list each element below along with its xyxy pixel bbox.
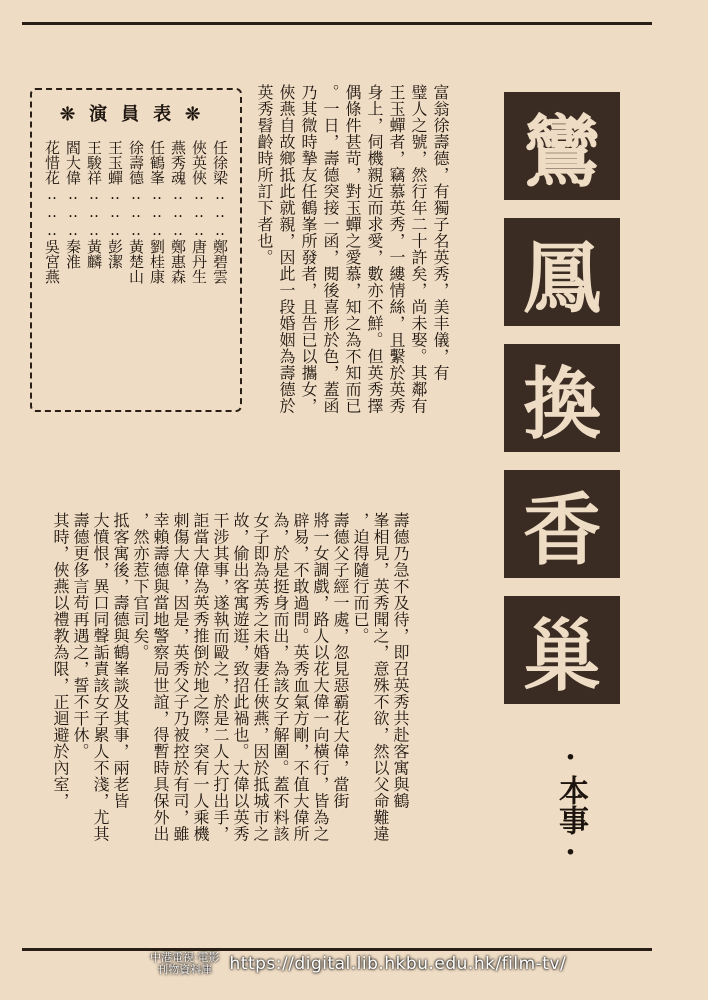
cast-actor: 鄭惠森 xyxy=(169,239,187,284)
cast-actor: 黃楚山 xyxy=(127,239,145,284)
text-column: 詎當大偉為英秀推倒於地之際，突有一人乘機 xyxy=(191,512,210,842)
cast-row: 徐壽德‥‥‥黃楚山 xyxy=(127,140,145,284)
cast-row: 任徐梁‥‥‥鄭碧雲 xyxy=(211,140,229,284)
text-column: 富翁徐壽德，有獨子名英秀，美丰儀，有 xyxy=(431,84,450,381)
title-char-block xyxy=(504,92,620,200)
text-column: 偶條件甚苛，對玉蟬之愛慕，知之為不知而已 xyxy=(343,84,362,414)
cast-actor: 彭潔 xyxy=(106,239,124,269)
text-column: 女子即為英秀之未婚妻任俠燕，因於抵城市之 xyxy=(251,512,270,842)
cast-row: 閻大偉‥‥‥秦淮 xyxy=(64,140,82,269)
title-char-block xyxy=(504,344,620,452)
text-column: 抵客寓後，壽德與鶴峯談及其事，兩老皆 xyxy=(111,512,130,809)
cast-row: 王駿祥‥‥‥黃麟 xyxy=(85,140,103,269)
title-char-block xyxy=(504,596,620,704)
cast-actor: 黃麟 xyxy=(85,239,103,269)
cast-role: 閻大偉 xyxy=(64,140,82,185)
title-char: 鸞 xyxy=(522,107,601,198)
subtitle: ·本事· xyxy=(553,740,588,870)
cast-row: 任鶴峯‥‥‥劉桂康 xyxy=(148,140,166,284)
text-column: 其時，俠燕以禮教為限，正迴避於內室， xyxy=(51,512,70,809)
cast-row: 王玉蟬‥‥‥彭潔 xyxy=(106,140,124,269)
cast-role: 王玉蟬 xyxy=(106,140,124,185)
text-column: 大憤恨，異口同聲詬責該女子累人不淺，尤其 xyxy=(91,512,110,842)
cast-list xyxy=(44,140,227,284)
cast-row: 俠英俠‥‥‥唐丹生 xyxy=(190,140,208,284)
title-char-block xyxy=(504,218,620,326)
top-rule xyxy=(22,22,652,25)
cast-role: 燕秀魂 xyxy=(169,140,187,185)
cast-row: 燕秀魂‥‥‥鄭惠森 xyxy=(169,140,187,284)
text-column: 故，偷出客寓遊逛，致招此禍也。大偉以英秀 xyxy=(231,512,250,842)
text-column: 壽德父子經一處，忽見惡霸花大偉，當街 xyxy=(331,512,350,809)
text-column: ，然亦惹下官司矣。 xyxy=(131,512,150,661)
text-column: 刺傷大偉，因是，英秀父子乃被控於有司，雖 xyxy=(171,512,190,842)
watermark-url[interactable]: https://digital.lib.hkbu.edu.hk/film-tv/ xyxy=(229,954,567,975)
title-char: 香 xyxy=(522,485,601,576)
text-column: 峯相見，英秀聞之，意殊不欲，然以父命難違 xyxy=(371,512,390,842)
cast-role: 俠英俠 xyxy=(190,140,208,185)
text-column: 。一日，壽德突接一函，閱後喜形於色，蓋函 xyxy=(321,84,340,414)
text-column: 俠燕自故鄉抵此就親，因此一段婚姻為壽德於 xyxy=(277,84,296,414)
cast-row: 花惜花‥‥‥吳宮燕 xyxy=(43,140,61,284)
text-column: 為，於是挺身而出，為該女子解圍。蓋不料該 xyxy=(271,512,290,842)
watermark-org-line2: 刊物資料庫 xyxy=(157,963,213,977)
bottom-rule xyxy=(22,948,652,951)
title-char: 換 xyxy=(522,359,601,450)
text-column: 璧人之號，然行年二十許矣，尚未娶。其鄰有 xyxy=(409,84,428,414)
cast-actor: 秦淮 xyxy=(64,239,82,269)
cast-actor: 劉桂康 xyxy=(148,239,166,284)
title-char: 巢 xyxy=(522,611,601,702)
text-column: 壽德更侈言苟再遇之，誓不干休。 xyxy=(71,512,90,760)
cast-role: 王駿祥 xyxy=(85,140,103,185)
watermark-org-line1: 中港電視·電影 xyxy=(150,951,220,964)
watermark xyxy=(150,952,566,976)
synopsis-lower xyxy=(52,512,408,942)
text-column: 將一女調戲，路人以花大偉一向橫行，皆為之 xyxy=(311,512,330,842)
cast-heading: ❊演員表❊ xyxy=(60,104,215,125)
cast-role: 花惜花 xyxy=(43,140,61,185)
text-column: 干涉其事，遂執而毆之，於是二人大打出手， xyxy=(211,512,230,842)
text-column: 英秀髫齡時所訂下者也。 xyxy=(255,84,274,266)
cast-role: 任鶴峯 xyxy=(148,140,166,185)
title-char: 鳳 xyxy=(522,233,601,324)
text-column: 身上，伺機親近而求愛，數亦不鮮。但英秀擇 xyxy=(365,84,384,414)
cast-role: 任徐梁 xyxy=(211,140,229,185)
text-column: 幸賴壽德與當地警察局世誼，得暫時具保外出 xyxy=(151,512,170,842)
text-column: 壽德乃急不及待，即召英秀共赴客寓與鶴 xyxy=(391,512,410,809)
cast-actor: 鄭碧雲 xyxy=(211,239,229,284)
text-column: 辟易，不敢過問。英秀血氣方剛，不值大偉所 xyxy=(291,512,310,842)
cast-actor: 吳宮燕 xyxy=(43,239,61,284)
synopsis-upper xyxy=(256,84,448,484)
text-column: 乃其微時摯友任鶴峯所發者，且告已以攜女， xyxy=(299,84,318,414)
cast-actor: 唐丹生 xyxy=(190,239,208,284)
text-column: 王玉蟬者，竊慕英秀，一縷情絲，且繫於英秀 xyxy=(387,84,406,414)
cast-role: 徐壽德 xyxy=(127,140,145,185)
title-char-block xyxy=(504,470,620,578)
text-column: ，迫得隨行而已。 xyxy=(351,512,370,644)
watermark-logo xyxy=(150,952,220,976)
